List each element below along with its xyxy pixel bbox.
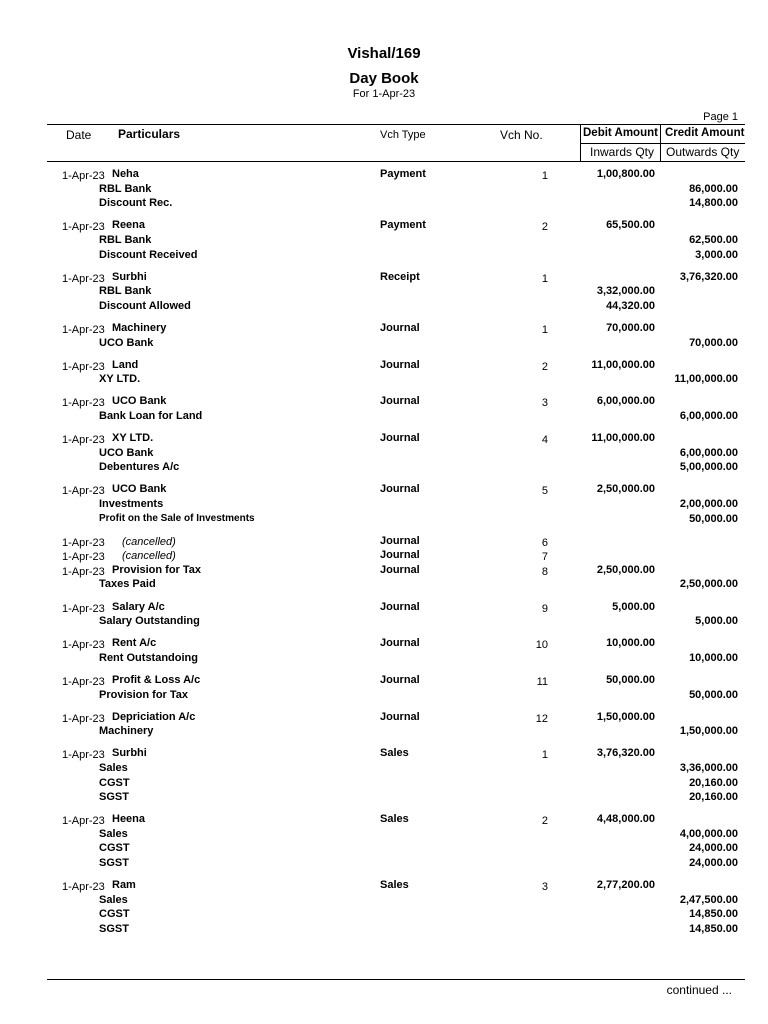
ledger-line-name: Discount Rec. <box>99 197 173 210</box>
voucher-date: 1-Apr-23 <box>62 881 105 894</box>
voucher-debit-amount: 6,00,000.00 <box>596 395 655 408</box>
col-header-vch-type: Vch Type <box>380 129 426 141</box>
voucher-number: 11 <box>536 675 548 688</box>
ledger-line-name: Sales <box>99 761 128 774</box>
ledger-line-name: Rent Outstandoing <box>99 651 198 664</box>
footer-rule <box>47 979 745 980</box>
ledger-line-name: Provision for Tax <box>99 688 189 701</box>
voucher-party: Machinery <box>112 321 167 334</box>
voucher-type: Sales <box>380 879 409 892</box>
voucher-debit-amount: 4,48,000.00 <box>596 813 655 826</box>
voucher-type: Journal <box>380 358 420 371</box>
voucher-debit-amount: 50,000.00 <box>606 673 655 686</box>
ledger-line-credit: 50,000.00 <box>689 688 738 701</box>
voucher-type: Receipt <box>380 270 420 283</box>
col-header-particulars: Particulars <box>118 127 181 141</box>
ledger-line-credit: 11,00,000.00 <box>674 373 738 386</box>
voucher-party: Land <box>112 358 139 371</box>
voucher-party: UCO Bank <box>112 483 167 496</box>
ledger-line-credit: 2,00,000.00 <box>679 497 738 510</box>
ledger-line-credit: 24,000.00 <box>689 857 738 869</box>
voucher-debit-amount: 2,77,200.00 <box>596 879 655 892</box>
voucher-debit-amount: 2,50,000.00 <box>596 563 655 576</box>
voucher-date: 1-Apr-23 <box>62 170 105 182</box>
voucher-party: Neha <box>112 168 139 180</box>
voucher-date: 1-Apr-23 <box>62 565 105 578</box>
ledger-line-credit: 70,000.00 <box>689 336 738 349</box>
voucher-debit-amount: 65,500.00 <box>606 219 655 232</box>
ledger-line-name: Investments <box>99 497 164 510</box>
ledger-line-credit: 10,000.00 <box>689 651 738 664</box>
voucher-party: Surbhi <box>112 270 147 283</box>
voucher-debit-amount: 1,50,000.00 <box>596 710 655 723</box>
ledger-line-credit: 5,00,000.00 <box>679 461 738 474</box>
ledger-line-name: CGST <box>99 776 130 789</box>
voucher-type: Journal <box>380 549 420 562</box>
voucher-number: 3 <box>541 881 548 894</box>
col-header-credit: Credit Amount <box>665 127 745 139</box>
ledger-line-credit: 20,160.00 <box>689 791 738 804</box>
ledger-line-name: RBL Bank <box>99 182 152 195</box>
voucher-cancelled-label: (cancelled) <box>122 535 176 548</box>
voucher-debit-amount: 5,000.00 <box>612 600 655 613</box>
voucher-type: Journal <box>380 321 420 334</box>
ledger-line-debit: 44,320.00 <box>606 299 655 312</box>
page-number: Page 1 <box>703 111 738 123</box>
voucher-date: 1-Apr-23 <box>62 221 105 234</box>
voucher-debit-amount: 11,00,000.00 <box>591 432 655 444</box>
voucher-number: 12 <box>535 712 548 725</box>
voucher-number: 1 <box>541 272 548 285</box>
voucher-credit-amount: 3,76,320.00 <box>679 270 738 283</box>
voucher-party: Rent A/c <box>112 637 157 650</box>
ledger-line-name: Debentures A/c <box>99 461 180 474</box>
voucher-date: 1-Apr-23 <box>62 815 105 828</box>
ledger-line-name: Profit on the Sale of Investments <box>99 512 255 524</box>
voucher-date: 1-Apr-23 <box>62 675 105 688</box>
ledger-line-name: Sales <box>99 827 128 840</box>
voucher-party: Profit & Loss A/c <box>112 673 201 686</box>
ledger-line-credit: 1,50,000.00 <box>679 725 738 738</box>
ledger-line-name: SGST <box>99 791 129 804</box>
voucher-number: 6 <box>541 536 548 549</box>
ledger-line-credit: 2,47,500.00 <box>679 893 738 906</box>
voucher-party: Heena <box>112 813 146 826</box>
voucher-type: Journal <box>380 483 420 496</box>
voucher-type: Journal <box>380 432 420 444</box>
voucher-date: 1-Apr-23 <box>62 397 105 410</box>
report-period: For 1-Apr-23 <box>352 88 416 100</box>
voucher-type: Sales <box>380 747 409 760</box>
voucher-party: Reena <box>112 219 146 232</box>
ledger-line-credit: 24,000.00 <box>689 842 738 855</box>
voucher-number: 2 <box>541 221 548 234</box>
voucher-number: 3 <box>541 397 548 410</box>
voucher-number: 2 <box>541 815 548 828</box>
ledger-line-credit: 3,36,000.00 <box>679 761 738 774</box>
voucher-type: Journal <box>380 637 420 650</box>
ledger-line-name: Machinery <box>99 725 154 738</box>
voucher-type: Journal <box>380 563 420 576</box>
ledger-line-credit: 5,000.00 <box>695 615 738 628</box>
voucher-debit-amount: 10,000.00 <box>606 637 655 650</box>
voucher-party: Depriciation A/c <box>112 710 196 723</box>
voucher-type: Journal <box>380 710 420 723</box>
ledger-line-credit: 14,850.00 <box>689 908 738 921</box>
voucher-number: 1 <box>541 323 548 336</box>
voucher-date: 1-Apr-23 <box>62 602 105 615</box>
ledger-line-name: Salary Outstanding <box>99 615 200 628</box>
voucher-type: Journal <box>380 600 420 613</box>
voucher-party: UCO Bank <box>112 395 167 408</box>
ledger-line-name: UCO Bank <box>99 336 154 349</box>
ledger-line-name: CGST <box>99 908 130 921</box>
ledger-line-credit: 14,800.00 <box>689 197 738 210</box>
col-header-outwards: Outwards Qty <box>666 145 740 159</box>
voucher-type: Journal <box>380 534 420 547</box>
voucher-debit-amount: 3,76,320.00 <box>596 747 655 760</box>
voucher-party: XY LTD. <box>112 432 154 444</box>
voucher-party: Ram <box>112 879 136 892</box>
ledger-line-credit: 86,000.00 <box>689 182 738 195</box>
voucher-date: 1-Apr-23 <box>62 712 105 725</box>
voucher-party: Provision for Tax <box>112 563 202 576</box>
ledger-line-credit: 3,000.00 <box>695 248 738 261</box>
ledger-line-credit: 20,160.00 <box>689 776 738 789</box>
voucher-number: 10 <box>535 639 548 652</box>
ledger-line-name: RBL Bank <box>99 285 152 298</box>
col-header-inwards: Inwards Qty <box>590 145 655 159</box>
voucher-number: 8 <box>541 565 548 578</box>
ledger-line-name: Sales <box>99 893 128 906</box>
voucher-party: Surbhi <box>112 747 147 760</box>
ledger-line-credit: 6,00,000.00 <box>679 446 738 459</box>
voucher-date: 1-Apr-23 <box>62 536 105 549</box>
ledger-line-credit: 2,50,000.00 <box>679 578 738 591</box>
col-header-vch-no: Vch No. <box>500 128 543 142</box>
ledger-line-name: Taxes Paid <box>99 578 156 591</box>
voucher-debit-amount: 11,00,000.00 <box>591 358 655 371</box>
ledger-line-credit: 14,850.00 <box>689 922 738 935</box>
ledger-line-name: XY LTD. <box>99 373 141 386</box>
voucher-number: 1 <box>541 749 548 762</box>
voucher-number: 9 <box>541 602 548 615</box>
voucher-number: 1 <box>541 170 548 182</box>
ledger-line-debit: 3,32,000.00 <box>596 285 655 298</box>
voucher-debit-amount: 70,000.00 <box>606 321 655 334</box>
voucher-cancelled-label: (cancelled) <box>122 550 176 563</box>
voucher-type: Payment <box>380 219 426 232</box>
ledger-line-name: Discount Allowed <box>99 299 191 312</box>
voucher-date: 1-Apr-23 <box>62 434 105 446</box>
voucher-number: 5 <box>541 485 548 498</box>
ledger-line-credit: 6,00,000.00 <box>679 409 738 422</box>
voucher-number: 2 <box>541 360 548 373</box>
ledger-line-name: UCO Bank <box>99 446 154 459</box>
ledger-line-credit: 4,00,000.00 <box>679 827 738 840</box>
voucher-date: 1-Apr-23 <box>62 323 105 336</box>
voucher-date: 1-Apr-23 <box>62 485 105 498</box>
voucher-date: 1-Apr-23 <box>62 360 105 373</box>
ledger-line-credit: 62,500.00 <box>689 233 738 246</box>
voucher-type: Journal <box>380 395 420 408</box>
ledger-line-name: CGST <box>99 842 130 855</box>
voucher-number: 7 <box>541 551 548 564</box>
col-header-debit: Debit Amount <box>583 127 658 139</box>
col-header-date: Date <box>66 128 92 142</box>
ledger-line-name: SGST <box>99 922 129 935</box>
voucher-debit-amount: 2,50,000.00 <box>596 483 655 496</box>
voucher-party: Salary A/c <box>112 600 165 613</box>
voucher-number: 4 <box>541 434 548 446</box>
voucher-date: 1-Apr-23 <box>62 639 105 652</box>
voucher-date: 1-Apr-23 <box>62 551 105 564</box>
ledger-line-name: RBL Bank <box>99 233 152 246</box>
voucher-type: Payment <box>380 168 426 180</box>
ledger-line-name: Bank Loan for Land <box>99 409 203 422</box>
voucher-date: 1-Apr-23 <box>62 272 105 285</box>
voucher-type: Journal <box>380 673 420 686</box>
company-name: Vishal/169 <box>347 45 421 62</box>
ledger-line-name: SGST <box>99 857 129 869</box>
ledger-line-credit: 50,000.00 <box>689 512 738 525</box>
voucher-type: Sales <box>380 813 409 826</box>
voucher-date: 1-Apr-23 <box>62 749 105 762</box>
report-title: Day Book <box>349 70 419 87</box>
continued-note: continued ... <box>666 983 732 997</box>
ledger-line-name: Discount Received <box>99 248 198 261</box>
voucher-debit-amount: 1,00,800.00 <box>596 168 655 180</box>
